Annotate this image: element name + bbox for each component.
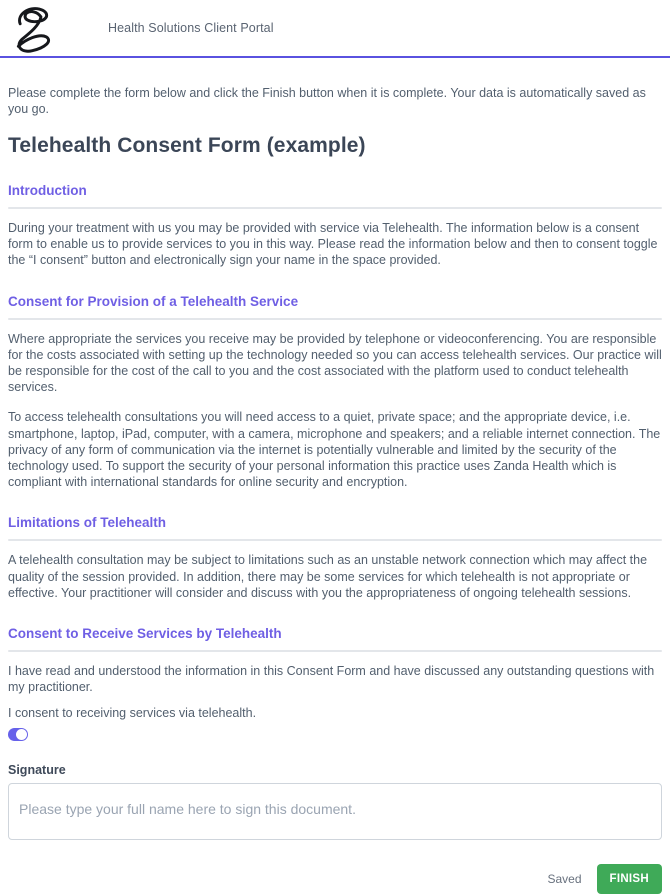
- section-paragraph: I have read and understood the information in this Consent Form and have discussed any outstanding questions with my practitioner.: [8, 664, 655, 695]
- consent-toggle-label: I consent to receiving services via telehealth.: [8, 706, 257, 721]
- section-paragraph: A telehealth consultation may be subject to limitations such as an unstable network connection which may affect the quality of the session provided. In addition, there may be some services for which telehealth is not appropriate or effective. Your practitioner will consider and discuss with you the appropriateness of ongoing telehealth sessions.: [8, 553, 648, 600]
- consent-toggle[interactable]: [8, 728, 28, 741]
- saved-status: Saved: [547, 872, 582, 887]
- form-content: [0, 85, 670, 840]
- section-heading-provision: Consent for Provision of a Telehealth Service: [8, 293, 299, 309]
- finish-button[interactable]: FINISH: [597, 864, 663, 894]
- section-heading-limitations: Limitations of Telehealth: [8, 515, 167, 531]
- signature-input[interactable]: [8, 783, 662, 840]
- form-title: Telehealth Consent Form (example): [8, 134, 366, 157]
- section-heading-consent: Consent to Receive Services by Telehealth: [8, 626, 282, 642]
- section-divider: [8, 539, 662, 541]
- autosave-note: Please complete the form below and click the Finish button when it is complete. Your data is automatically saved as you go.: [8, 86, 646, 116]
- signature-label: Signature: [8, 763, 66, 778]
- section-divider: [8, 207, 662, 209]
- section-paragraph: During your treatment with us you may be provided with service via Telehealth. The information below is a consent form to enable us to provide services to you in this way. Please read the information below and then to consent toggle the “I consent” button and electronically sign your name in the space provided.: [8, 221, 658, 268]
- footer: [0, 864, 670, 894]
- section-paragraph: To access telehealth consultations you will need access to a quiet, private space; and the appropriate device, i.e. smartphone, laptop, iPad, computer, with a camera, microphone and speakers; and a reliable internet connection. The privacy of any form of communication via the internet is potentially vulnerable and limited by the security of the technology used. To support the security of your personal information this practice uses Zanda Health which is compliant with international standards for online security and encryption.: [8, 410, 661, 490]
- toggle-knob-icon: [16, 729, 27, 740]
- portal-title: Health Solutions Client Portal: [108, 21, 274, 35]
- section-divider: [8, 318, 662, 320]
- section-paragraph: Where appropriate the services you receive may be provided by telephone or videoconferencing. You are responsible for the costs associated with setting up the technology needed so you can access telehealth services. Our practice will be responsible for the cost of the call to you and the cost associated with the platform used to conduct telehealth services.: [8, 331, 662, 395]
- section-divider: [8, 650, 662, 652]
- scribble-logo-icon: [8, 3, 60, 55]
- header: [0, 0, 670, 58]
- section-heading-introduction: Introduction: [8, 183, 87, 198]
